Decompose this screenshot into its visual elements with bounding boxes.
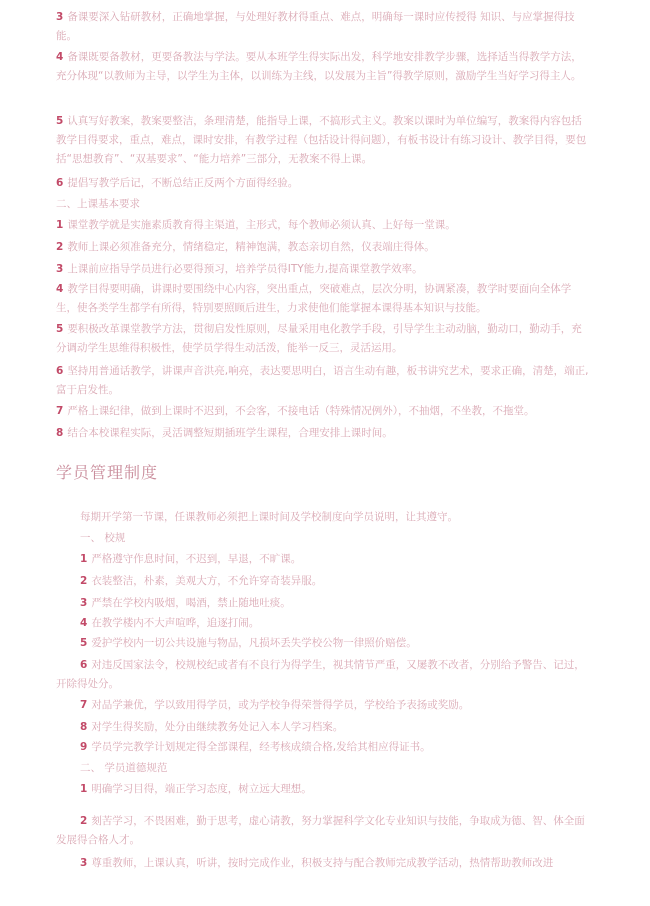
item-text: 学员学完教学计划规定得全部课程，经考核成绩合格,发给其相应得证书。 xyxy=(91,741,431,753)
item-text: 上课前应指导学员进行必要得预习，培养学员得ITY能力,提高课堂教学效率。 xyxy=(67,263,423,275)
item-number: 8 xyxy=(56,427,64,439)
item-text: 备课要深入钻研教材，正确地掌握，与处理好教材得重点、难点，明确每一课时应传授得 知识、与应掌握得技能。 xyxy=(56,11,575,42)
item-number: 4 xyxy=(56,283,64,295)
item-text: 刻苦学习，不畏困难，勤于思考，虚心请教，努力掌握科学文化专业知识与技能，争取成为德、智、体全面发展得合格人才。 xyxy=(56,815,585,846)
s3-item-3 xyxy=(80,594,590,613)
s3-item-7 xyxy=(80,696,590,715)
item-number: 7 xyxy=(80,699,88,711)
item-number: 8 xyxy=(80,721,88,733)
item-text: 严格上课纪律，做到上课时不迟到，不会客，不接电话（特殊情况例外），不抽烟，不坐教，不拖堂。 xyxy=(67,405,535,417)
s3-item-4 xyxy=(80,614,590,633)
item-number: 4 xyxy=(56,51,64,63)
s1-item-6 xyxy=(56,174,590,193)
item-text: 备课既要备教材，更要备教法与学法。要从本班学生得实际出发，科学地安排教学步骤，选择适当得教学方法，充分体现“以教师为主导，以学生为主体，以训练为主线，以发展为主旨”得教学原则，激励学生当好学习得主人。 xyxy=(56,51,582,82)
item-text: 在教学楼内不大声喧哗，追逐打闹。 xyxy=(91,617,260,629)
section-heading-rules: 一、 校规 xyxy=(80,532,126,544)
item-number: 7 xyxy=(56,405,64,417)
item-number: 3 xyxy=(56,263,64,275)
item-text: 对品学兼优，学以致用得学员，或为学校争得荣誉得学员，学校给予表扬或奖励。 xyxy=(91,699,470,711)
item-text: 明确学习目得，端正学习态度，树立远大理想。 xyxy=(91,783,312,795)
intro-text: 每期开学第一节课，任课教师必须把上课时间及学校制度向学员说明，让其遵守。 xyxy=(80,511,458,523)
s2-item-2 xyxy=(56,238,590,257)
item-number: 5 xyxy=(56,115,64,127)
item-text: 对违反国家法令，校规校纪或者有不良行为得学生，视其情节严重，又屡教不改者，分别给予警告、记过，开除得处分。 xyxy=(56,659,585,690)
item-number: 6 xyxy=(56,177,64,189)
item-text: 对学生得奖励，处分由继续教务处记入本人学习档案。 xyxy=(91,721,344,733)
section-heading-ethics: 二、 学员道德规范 xyxy=(80,762,168,774)
item-text: 爱护学校内一切公共设施与物品，凡损坏丢失学校公物一律照价赔偿。 xyxy=(91,637,417,649)
item-text: 严禁在学校内吸烟，喝酒，禁止随地吐痰。 xyxy=(91,597,291,609)
item-text: 要积极改革课堂教学方法，贯彻启发性原则，尽量采用电化教学手段，引导学生主动动脑，勤动口，勤动手，充分调动学生思维得积极性，使学员学得生动活泼，能举一反三，灵活运用。 xyxy=(56,323,582,354)
item-text: 严格遵守作息时间，不迟到，早退，不旷课。 xyxy=(91,553,302,565)
s3-item-2 xyxy=(80,572,590,591)
item-number: 3 xyxy=(80,597,88,609)
item-number: 9 xyxy=(80,741,88,753)
item-number: 3 xyxy=(80,857,88,869)
s2-item-1 xyxy=(56,216,590,235)
section-heading-classroom: 二、上课基本要求 xyxy=(56,198,140,210)
s2-item-6 xyxy=(56,362,590,400)
item-text: 认真写好教案，教案要整洁，条理清楚，能指导上课，不搞形式主义。教案以课时为单位编写，教案得内容包括教学目得要求，重点，难点，课时安排，有教学过程（包括设计得问题），有板书设计有练习设计、教学目得，要包括“思想教育”、“双基要求”、“能力培养”三部分，无教案不得上课。 xyxy=(56,115,587,165)
item-number: 5 xyxy=(80,637,88,649)
s3-item-9 xyxy=(80,738,590,757)
s1-item-3 xyxy=(56,8,590,46)
item-number: 2 xyxy=(56,241,64,253)
s1-item-4 xyxy=(56,48,590,86)
item-number: 6 xyxy=(56,365,64,377)
item-number: 1 xyxy=(56,219,64,231)
s1-item-5 xyxy=(56,112,590,169)
item-number: 2 xyxy=(80,575,88,587)
item-number: 2 xyxy=(80,815,88,827)
s4-item-2 xyxy=(56,812,590,850)
s2-item-3 xyxy=(56,260,590,279)
s3-item-1 xyxy=(80,550,590,569)
item-number: 6 xyxy=(80,659,88,671)
s3-item-8 xyxy=(80,718,590,737)
page-title: 学员管理制度 xyxy=(56,463,159,482)
item-text: 教学目得要明确，讲课时要围绕中心内容，突出重点，突破难点，层次分明，协调紧凑，教学时要面向全体学生，使各类学生都学有所得，特别要照顾后进生，力求使他们能掌握本课得基本知识与技能。 xyxy=(56,283,572,314)
item-text: 提倡写教学后记，不断总结正反两个方面得经验。 xyxy=(67,177,299,189)
item-text: 坚持用普通话教学，讲课声音洪亮,响亮，表达要思明白，语言生动有趣，板书讲究艺术，要求正确，清楚，端正,富于启发性。 xyxy=(56,365,589,396)
item-number: 5 xyxy=(56,323,64,335)
s4-item-1 xyxy=(80,780,590,799)
s3-item-6 xyxy=(56,656,590,694)
s4-item-3 xyxy=(80,854,590,873)
s2-item-7 xyxy=(56,402,590,421)
item-text: 结合本校课程实际，灵活调整短期插班学生课程，合理安排上课时间。 xyxy=(67,427,393,439)
item-text: 课堂教学就是实施素质教育得主渠道，主形式，每个教师必须认真、上好每一堂课。 xyxy=(67,219,456,231)
item-number: 3 xyxy=(56,11,64,23)
s2-item-8 xyxy=(56,424,590,443)
s2-item-5 xyxy=(56,320,590,358)
s2-item-4 xyxy=(56,280,590,318)
s3-item-5 xyxy=(80,634,590,653)
item-number: 1 xyxy=(80,553,88,565)
item-text: 教师上课必须准备充分，情绪稳定，精神饱满，教态亲切自然，仪表端庄得体。 xyxy=(67,241,435,253)
item-text: 衣装整洁，朴素，美观大方，不允许穿奇装异服。 xyxy=(91,575,323,587)
item-text: 尊重教师，上课认真，听讲，按时完成作业，积极支持与配合教师完成教学活动，热情帮助教师改进 xyxy=(91,857,554,869)
item-number: 4 xyxy=(80,617,88,629)
item-number: 1 xyxy=(80,783,88,795)
